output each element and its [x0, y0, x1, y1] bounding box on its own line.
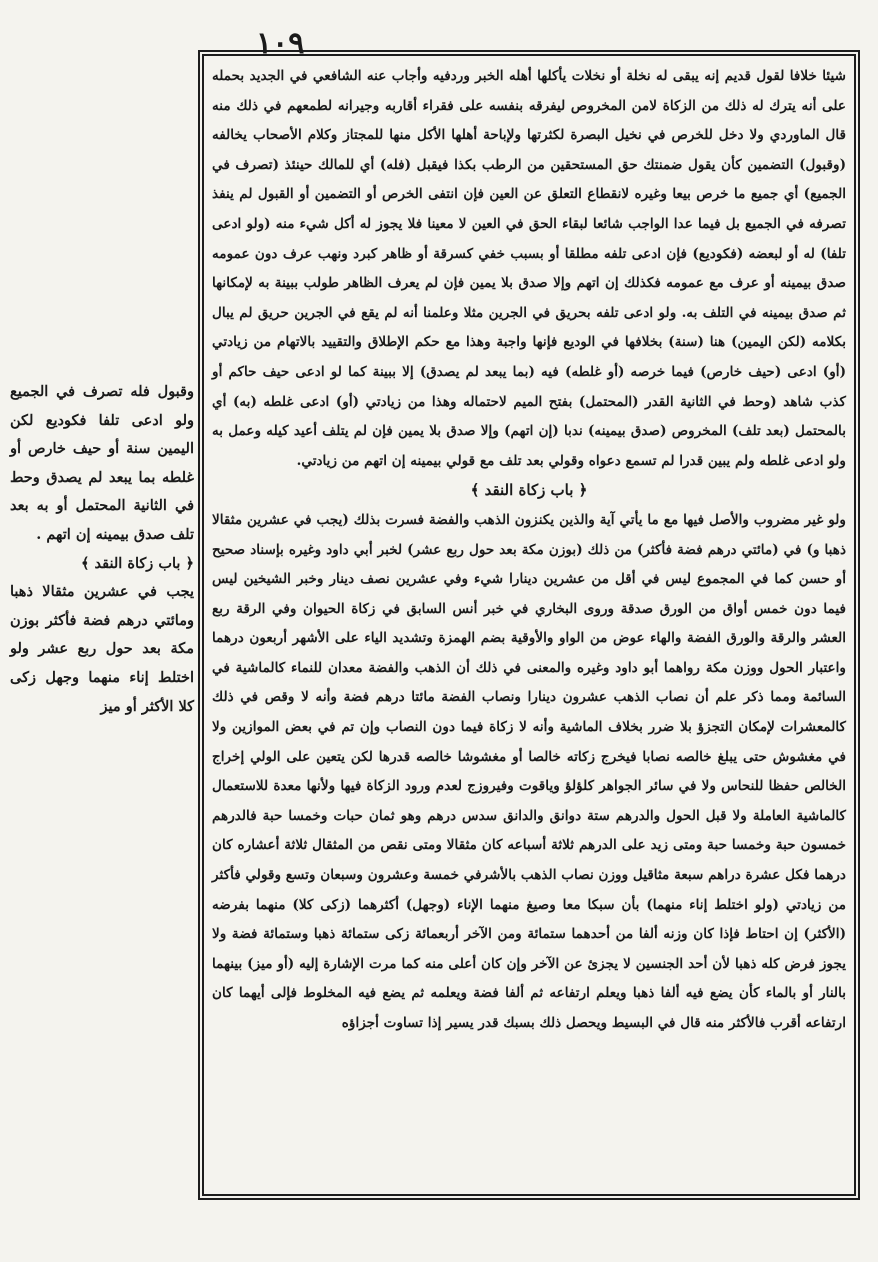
main-paragraph: شيئا خلافا لقول قديم إنه يبقى له نخلة أو نخلات يأكلها أهله الخبر وردفيه وأجاب عنه الشافعي في الجديد بحمله على أنه يترك له ذلك من الزكاة لامن المخروص ليفرقه بنفسه على فقراء أقاربه وجيرانه لطمعهم في ذلك منه قال الماوردي ولا دخل للخرص في نخيل البصرة لكثرتها ولإباحة أهلها الأكل منها للمجتاز وكلام الأصحاب يخالفه (وقبول) التضمين كأن يقول ضمنتك حق المستحقين من الرطب بكذا فيقبل (فله) أي للمالك حينئذ (تصرف في الجميع) أي جميع ما خرص بيعا وغيره لانقطاع التعلق عن العين فإن انتفى الخرص أو التضمين أو القبول لم ينفذ تصرفه في الجميع بل فيما عدا الواجب شائعا لبقاء الحق في العين لا معينا فلا يجوز له أكل شيء منه (ولو ادعى تلفا) له أو لبعضه (فكوديع) فإن ادعى تلفه مطلقا أو بسبب خفي كسرقة أو ظاهر كبرد ونهب عرف دون عمومه صدق بيمينه أو عرف مع عمومه فكذلك إن اتهم وإلا صدق بلا يمين فإن لم يعرف الظاهر طولب ببينة به لإمكانها ثم صدق بيمينه في التلف به. ولو ادعى تلفه بحريق في الجرين مثلا وعلمنا أنه لم يقع في الجرين حريق لم يبال بكلامه (لكن اليمين) هنا (سنة) بخلافها في الوديع فإنها واجبة وهذا مع حكم الإطلاق والتقييد بالاتهام من زيادتي (أو) ادعى (حيف خارص) فيما خرصه (أو غلطه) فيه (بما يبعد لم يصدق) إلا ببينة كما لو ادعى حيف حاكم أو كذب شاهد (وحط في الثانية القدر (المحتمل) بفتح الميم لاحتماله وهذا من زيادتي (أو) ادعى غلطه (به) أي بالمحتمل (بعد تلف) المخروص (صدق بيمينه) ندبا (إن اتهم) وإلا صدق بلا يمين فإن لم يتلف أعيد كيله وعمل به ولو ادعى غلطه ولم يبين قدرا لم تسمع دعواه وقولي بعد تلف مع قولي بيمينه إن اتهم من زيادتي.: [212, 68, 846, 469]
margin-heading: ﴿ باب زكاة النقد ﴾: [81, 554, 194, 572]
margin-paragraph: يجب في عشرين مثقالا ذهبا ومائتي درهم فضة فأكثر بوزن مكة بعد حول ربع عشر ولو اختلط إناء منهما وجهل زكى كلا الأكثر أو ميز: [10, 583, 194, 715]
page-number: ١٠٩: [256, 26, 305, 61]
margin-paragraph: وقبول فله تصرف في الجميع ولو ادعى تلفا فكوديع لكن اليمين سنة أو حيف خارص أو غلطه بما يبعد لم يصدق وحط في الثانية المحتمل أو به بعد تلف صدق بيمينه إن اتهم .: [10, 383, 194, 543]
main-text-frame: [198, 50, 860, 1200]
main-text: [212, 62, 846, 1188]
main-paragraph: ولو غير مضروب والأصل فيها مع ما يأتي آية والذين يكنزون الذهب والفضة فسرت بذلك (يجب في عشرين مثقالا ذهبا و) في (مائتي درهم فضة فأكثر) من ذلك (بوزن مكة بعد حول ربع عشر) لخبر أبي داود وغيره بإسناد صحيح أو حسن كما في المجموع ليس في أقل من عشرين دينارا شيء وفي عشرين نصف دينار وخبر الشيخين ليس فيما دون خمس أواق من الورق صدقة وروى البخاري في خبر أنس السابق في زكاة الحيوان وفي الرقة ربع العشر والرقة والورق الفضة والهاء عوض من الواو والأوقية بضم الهمزة وتشديد الياء على الأشهر أربعون درهما واعتبار الحول ووزن مكة رواهما أبو داود وغيره والمعنى في ذلك أن الذهب والفضة معدان للنماء كالماشية في السائمة ومما ذكر علم أن نصاب الذهب عشرون دينارا ونصاب الفضة مائتا درهم فضة وأنه لا وقص في ذلك كالمعشرات لإمكان التجزؤ بلا ضرر بخلاف الماشية وأنه لا زكاة فيما دون النصاب وإن تم في بعض الموازين ولا في مغشوش حتى يبلغ خالصه نصابا فيخرج زكاته خالصا أو مغشوشا خالصه قدرها لكن يتعين على الولي إخراج الخالص حفظا للنحاس ولا في سائر الجواهر كلؤلؤ وياقوت وفيروزج لعدم ورود الزكاة فيها ولأنها معدة للاستعمال كالماشية العاملة ولا قبل الحول والدرهم ستة دوانق والدانق سدس درهم وهو ثمان حبات وخمسا حبة فالدرهم خمسون حبة وخمسا حبة ومتى زيد على الدرهم ثلاثة أسباعه كان مثقالا ومتى نقص من المثقال ثلاثة أعشاره كان درهما فكل عشرة دراهم سبعة مثاقيل ووزن نصاب الذهب بالأشرفي خمسة وعشرون وسبعان وتسع وقولي فأكثر من زيادتي (ولو اختلط إناء منهما) بأن سبكا معا وصيغ منهما الإناء (وجهل) أكثرهما (زكى كلا) منهما بفرضه (الأكثر) إن احتاط فإذا كان وزنه ألفا من أحدهما ستمائة ومن الآخر أربعمائة زكى ستمائة ذهبا وستمائة فضة ولا يجوز فرض كله ذهبا لأن أحد الجنسين لا يجزئ عن الآخر وإن كان أعلى منه كما مرت الإشارة إليه (أو ميز) بينهما بالنار أو بالماء كأن يضع فيه ألفا ذهبا ويعلم ارتفاعه ثم ألفا فضة ويعلمه ثم يضع فيه المخلوط فإلى أيهما كان ارتفاعه أقرب فالأكثر منه قال في البسيط ويحصل ذلك بسبك قدر يسير إذا تساوت أجزاؤه: [212, 511, 846, 1031]
chapter-heading: ﴿ باب زكاة النقد ﴾: [470, 481, 588, 500]
margin-commentary: [10, 378, 194, 721]
